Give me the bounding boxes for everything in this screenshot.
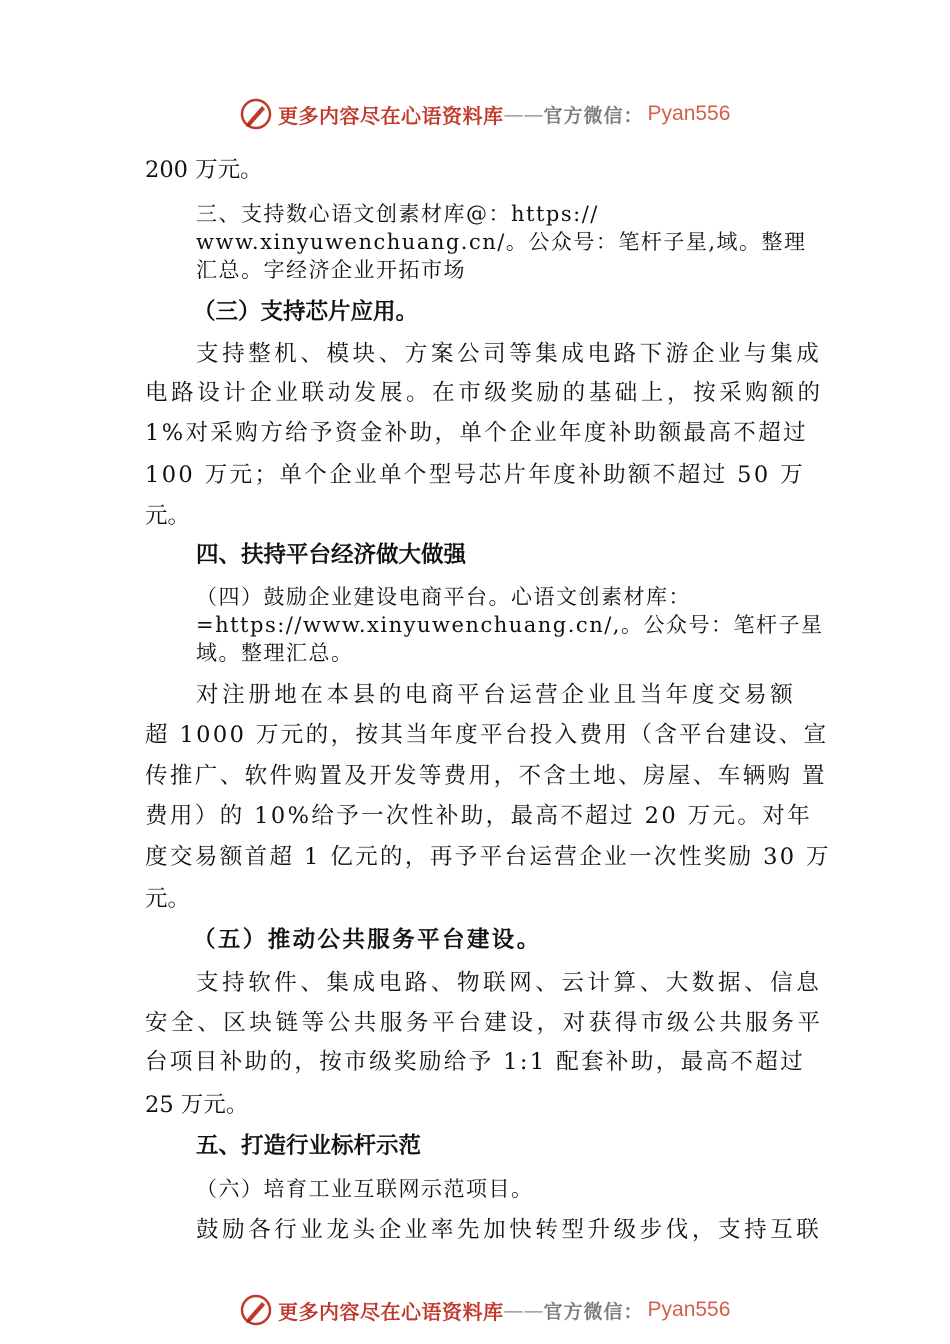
paragraph-line: 三、支持数心语文创素材库@：https://	[196, 202, 599, 226]
watermark-wechat-label: 官方微信：	[543, 1300, 644, 1323]
pen-logo-icon	[238, 96, 274, 132]
paragraph-line: 台项目补助的，按市级奖励给予 1:1 配套补助，最高不超过	[145, 1049, 806, 1075]
paragraph-line: 费用）的 10%给予一次性补助，最高不超过 20 万元。对年	[145, 803, 813, 829]
watermark-dash: ——	[503, 102, 544, 126]
paragraph-line: 元。	[145, 886, 191, 912]
watermark-wechat-label: 官方微信：	[543, 104, 644, 127]
paragraph-line: 安全、区块链等公共服务平台建设，对获得市级公共服务平	[145, 1010, 824, 1036]
section-heading: 四、扶持平台经济做大做强	[196, 542, 467, 568]
paragraph-line: （四）鼓励企业建设电商平台。心语文创素材库：	[196, 585, 691, 609]
subsection-title: （五）推动公共服务平台建设。	[193, 927, 542, 953]
watermark-brand: 更多内容尽在心语资料库	[278, 103, 504, 128]
paragraph-line: 传推广、软件购置及开发等费用，不含土地、房屋、车辆购 置	[145, 763, 827, 789]
paragraph-line: 元。	[145, 503, 191, 529]
paragraph-line: 1%对采购方给予资金补助，单个企业年度补助额最高不超过	[145, 420, 808, 446]
paragraph-line: 25 万元。	[145, 1092, 249, 1118]
paragraph-line: 鼓励各行业龙头企业率先加快转型升级步伐，支持互联	[196, 1217, 823, 1243]
watermark-dash: ——	[503, 1298, 544, 1322]
paragraph-line: www.xinyuwenchuang.cn/。公众号：笔杆子星,域。整理	[196, 230, 807, 254]
paragraph-line: 汇总。字经济企业开拓市场	[196, 258, 466, 282]
pen-logo-icon	[238, 1292, 274, 1328]
watermark-wechat-id: Pyan556	[647, 102, 731, 125]
paragraph-line: 域。整理汇总。	[196, 641, 354, 665]
section-heading: 五、打造行业标杆示范	[196, 1133, 422, 1159]
paragraph-line: 电路设计企业联动发展。在市级奖励的基础上，按采购额的	[145, 380, 824, 406]
watermark-brand: 更多内容尽在心语资料库	[278, 1299, 504, 1324]
paragraph-line: 超 1000 万元的，按其当年度平台投入费用（含平台建设、宣	[145, 722, 829, 748]
paragraph-line: 100 万元；单个企业单个型号芯片年度补助额不超过 50 万	[145, 462, 806, 488]
paragraph-line: 度交易额首超 1 亿元的，再予平台运营企业一次性奖励 30 万	[145, 844, 831, 870]
watermark-footer	[238, 1290, 730, 1330]
subsection-title: （六）培育工业互联网示范项目。	[196, 1177, 534, 1201]
paragraph-line: 200 万元。	[145, 157, 263, 183]
paragraph-line: =https://www.xinyuwenchuang.cn/,。公众号：笔杆子星	[196, 613, 824, 637]
paragraph-line: 支持整机、模块、方案公司等集成电路下游企业与集成	[196, 341, 823, 367]
subsection-title: （三）支持芯片应用。	[193, 299, 419, 325]
watermark-header	[238, 94, 730, 134]
paragraph-line: 对注册地在本县的电商平台运营企业且当年度交易额	[196, 682, 797, 708]
paragraph-line: 支持软件、集成电路、物联网、云计算、大数据、信息	[196, 970, 823, 996]
watermark-wechat-id: Pyan556	[647, 1298, 731, 1321]
